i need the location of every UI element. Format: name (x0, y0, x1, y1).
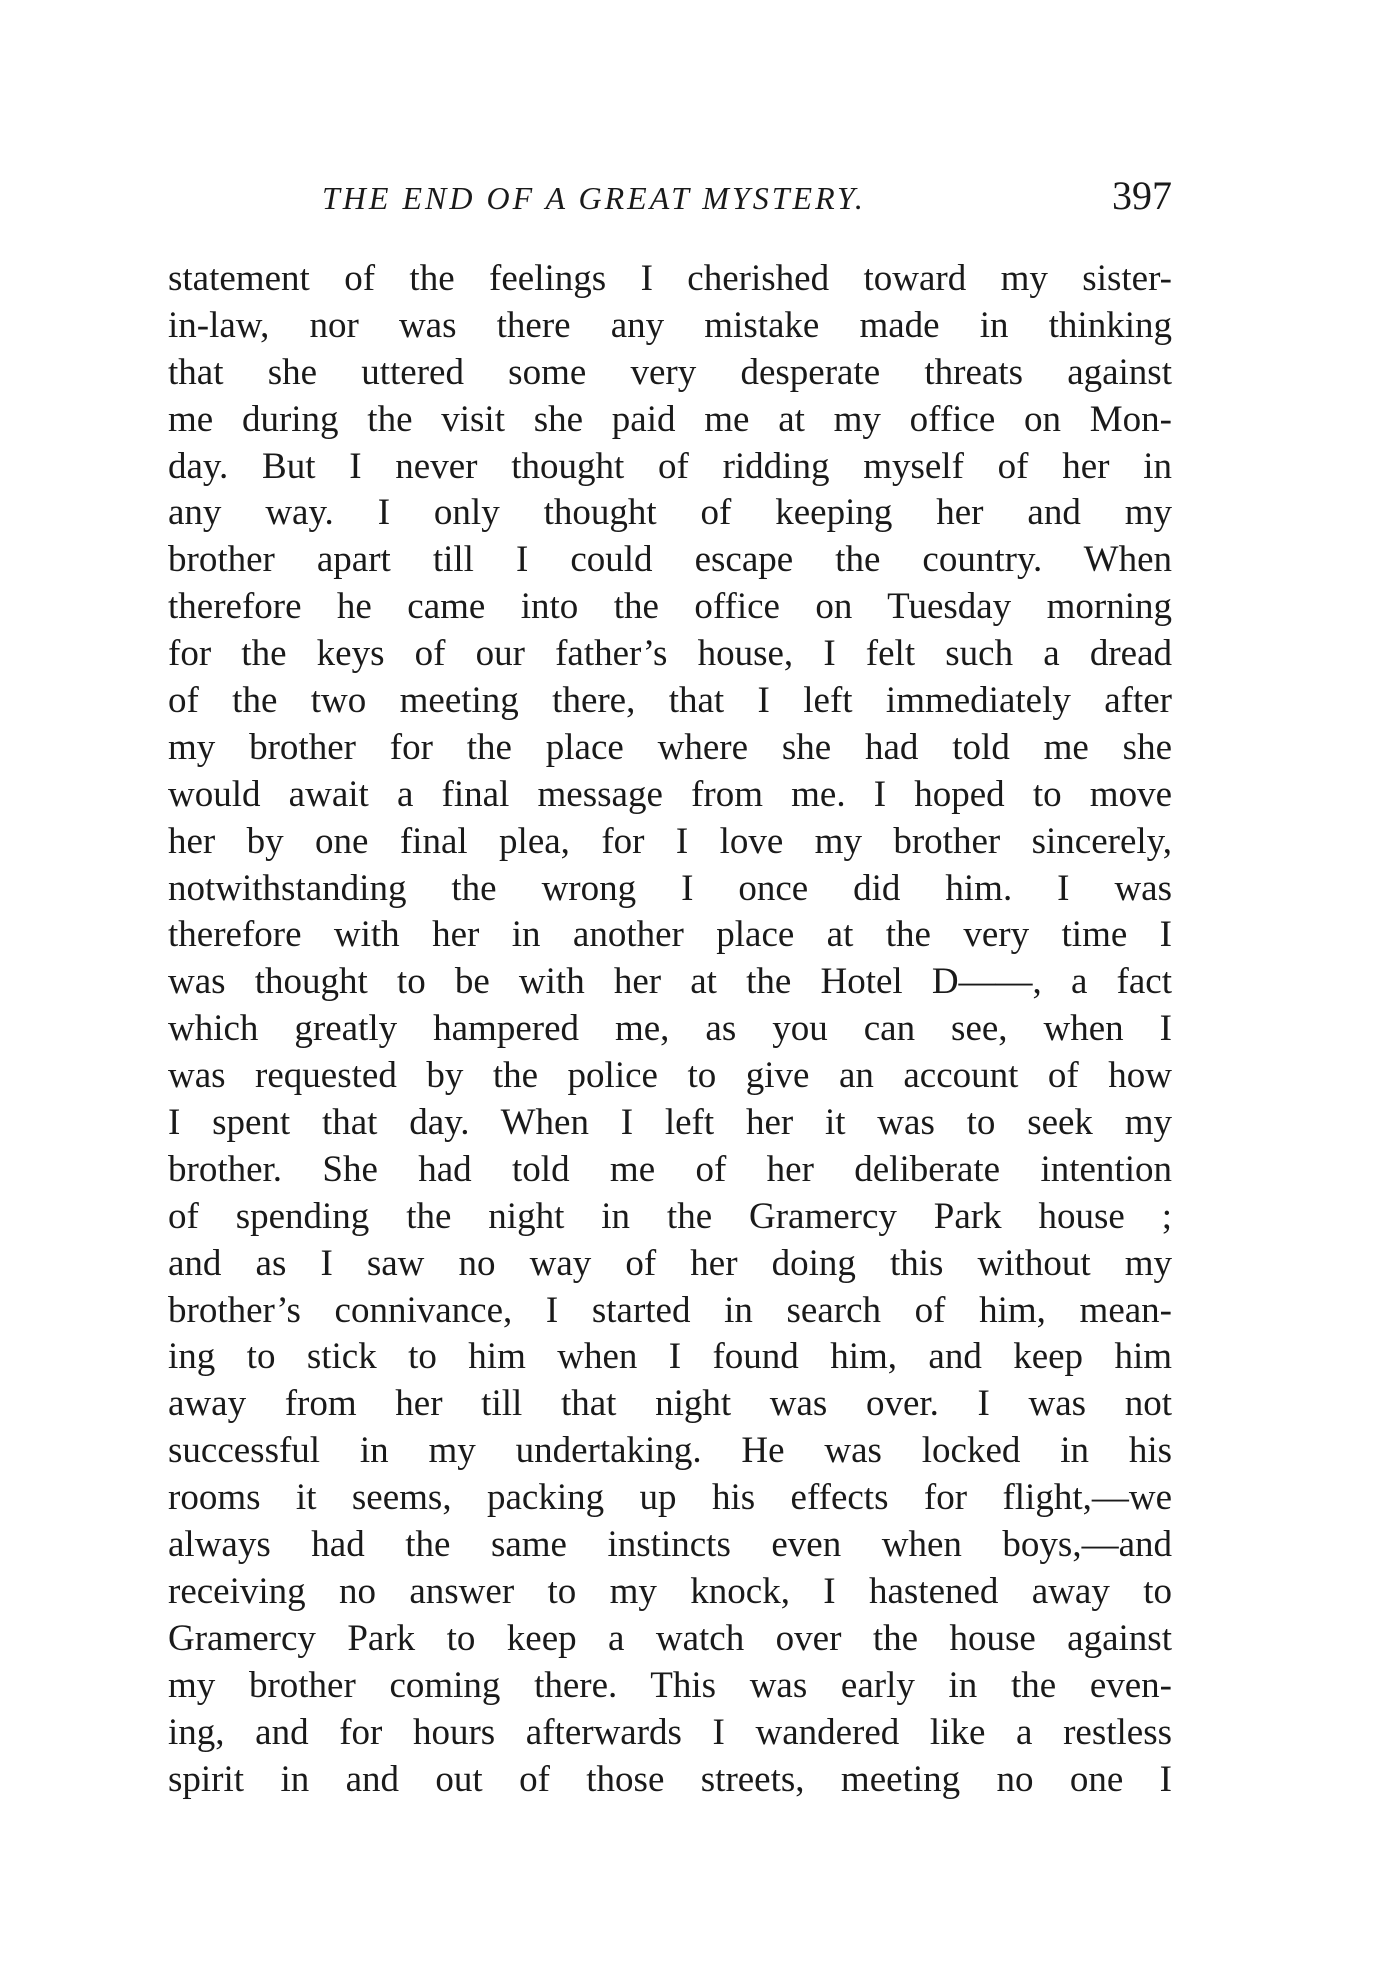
text-line: any way. I only thought of keeping her and my (168, 492, 1172, 534)
text-line: therefore with her in another place at the very time I (168, 914, 1172, 956)
text-line: always had the same instincts even when boys,—and (168, 1524, 1172, 1566)
text-line: in-law, nor was there any mistake made in thinking (168, 304, 1172, 346)
text-line: her by one final plea, for I love my brother sincerely, (168, 820, 1172, 862)
text-line: brother. She had told me of her deliberate intention (168, 1148, 1172, 1190)
text-line: of the two meeting there, that I left immediately after (168, 680, 1172, 722)
text-line: which greatly hampered me, as you can see, when I (168, 1008, 1172, 1050)
text-line: Gramercy Park to keep a watch over the house against (168, 1617, 1172, 1659)
text-line: rooms it seems, packing up his effects for flight,—we (168, 1477, 1172, 1519)
running-title: THE END OF A GREAT MYSTERY. (322, 180, 866, 216)
text-line: brother’s connivance, I started in search of him, mean- (168, 1289, 1172, 1331)
text-line: me during the visit she paid me at my office on Mon- (168, 398, 1172, 440)
body-text (168, 256, 1172, 1803)
text-line: would await a final message from me. I hoped to move (168, 773, 1172, 815)
text-line: was thought to be with her at the Hotel D——, a fact (168, 961, 1172, 1003)
text-line: my brother for the place where she had told me she (168, 726, 1172, 768)
text-line: ing to stick to him when I found him, and keep him (168, 1336, 1172, 1378)
text-line: was requested by the police to give an account of how (168, 1055, 1172, 1097)
text-line: of spending the night in the Gramercy Park house ; (168, 1195, 1172, 1237)
text-line: that she uttered some very desperate threats against (168, 351, 1172, 393)
text-line: day. But I never thought of ridding myself of her in (168, 445, 1172, 487)
text-line: brother apart till I could escape the country. When (168, 539, 1172, 581)
text-line: my brother coming there. This was early in the even- (168, 1664, 1172, 1706)
text-line: receiving no answer to my knock, I hastened away to (168, 1570, 1172, 1612)
text-line: statement of the feelings I cherished toward my sister- (168, 258, 1172, 299)
text-line: for the keys of our father’s house, I felt such a dread (168, 633, 1172, 675)
text-line: notwithstanding the wrong I once did him. I was (168, 867, 1172, 909)
running-header (322, 170, 1172, 230)
text-line: away from her till that night was over. I was not (168, 1383, 1172, 1425)
text-line: I spent that day. When I left her it was to seek my (168, 1102, 1172, 1144)
text-line: successful in my undertaking. He was locked in his (168, 1430, 1172, 1472)
text-line: and as I saw no way of her doing this without my (168, 1242, 1172, 1284)
text-line: spirit in and out of those streets, meeting no one I (168, 1758, 1172, 1800)
text-line: therefore he came into the office on Tuesday morning (168, 586, 1172, 628)
text-line: ing, and for hours afterwards I wandered like a restless (168, 1711, 1172, 1753)
page-number: 397 (1112, 173, 1172, 218)
